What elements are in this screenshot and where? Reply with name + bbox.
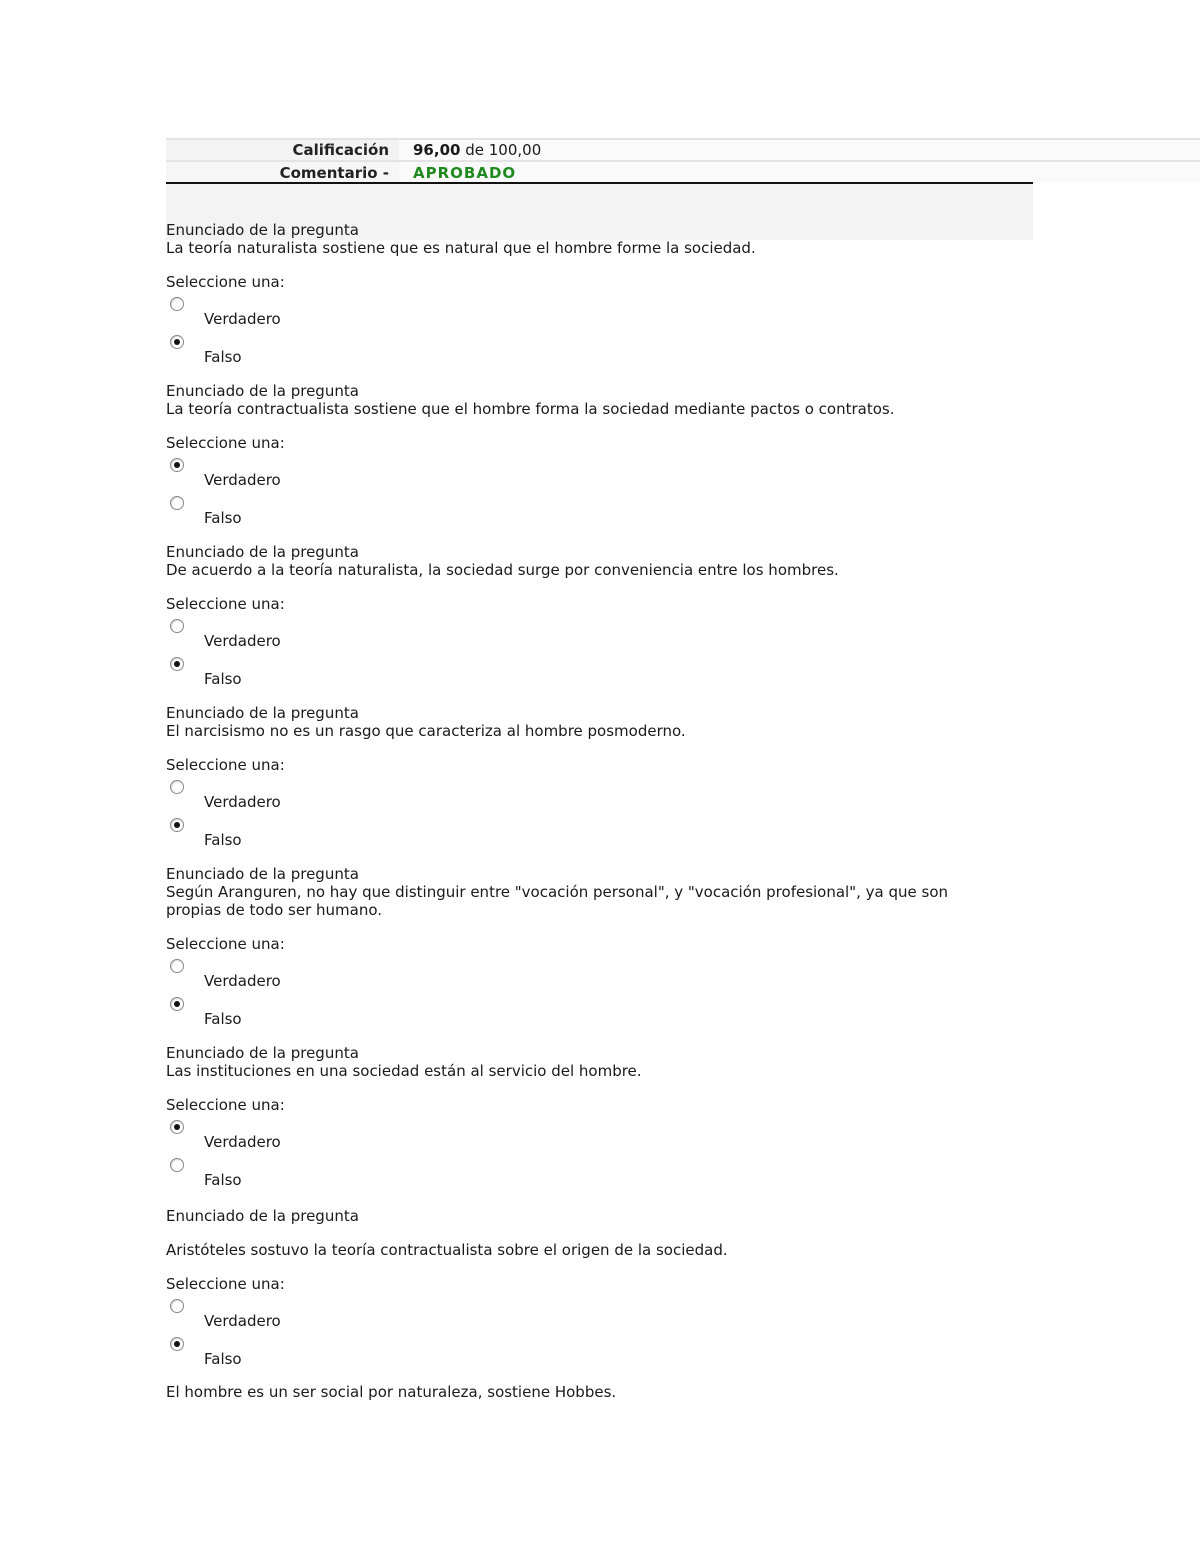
grade-row — [166, 139, 1200, 161]
option-true[interactable] — [166, 1114, 1006, 1152]
option-true[interactable] — [166, 291, 1006, 329]
option-false[interactable] — [166, 1152, 1006, 1190]
question-3 — [166, 543, 1006, 689]
question-1 — [166, 221, 1006, 367]
option-false[interactable] — [166, 812, 1006, 850]
option-label: Verdadero — [204, 793, 281, 811]
radio-button[interactable] — [170, 297, 184, 311]
radio-button-selected[interactable] — [170, 1337, 184, 1351]
comment-value: APROBADO — [413, 163, 517, 182]
option-false[interactable] — [166, 651, 1006, 689]
option-label: Falso — [204, 670, 242, 688]
question-label: Enunciado de la pregunta — [166, 543, 359, 561]
option-false[interactable] — [166, 329, 1006, 367]
comment-value-cell — [399, 161, 1200, 183]
option-true[interactable] — [166, 613, 1006, 651]
question-5 — [166, 865, 1006, 1029]
question-7 — [166, 1207, 1006, 1369]
option-true[interactable] — [166, 953, 1006, 991]
radio-button[interactable] — [170, 959, 184, 973]
option-label: Falso — [204, 1350, 242, 1368]
radio-button-selected[interactable] — [170, 335, 184, 349]
question-label: Enunciado de la pregunta — [166, 382, 359, 400]
question-text: Aristóteles sostuvo la teoría contractualista sobre el origen de la sociedad. — [166, 1241, 728, 1259]
question-label: Enunciado de la pregunta — [166, 221, 359, 239]
question-text: De acuerdo a la teoría naturalista, la sociedad surge por conveniencia entre los hombres. — [166, 561, 839, 579]
grade-max: de 100,00 — [465, 141, 542, 159]
option-false[interactable] — [166, 991, 1006, 1029]
radio-button-selected[interactable] — [170, 818, 184, 832]
select-prompt: Seleccione una: — [166, 1275, 285, 1293]
radio-button-selected[interactable] — [170, 458, 184, 472]
radio-button[interactable] — [170, 1299, 184, 1313]
option-true[interactable] — [166, 774, 1006, 812]
option-label: Falso — [204, 1171, 242, 1189]
option-false[interactable] — [166, 1331, 1006, 1369]
grade-label: Calificación — [292, 141, 389, 159]
select-prompt: Seleccione una: — [166, 935, 285, 953]
option-label: Verdadero — [204, 1133, 281, 1151]
option-true[interactable] — [166, 452, 1006, 490]
radio-button[interactable] — [170, 780, 184, 794]
option-label: Falso — [204, 1010, 242, 1028]
option-true[interactable] — [166, 1293, 1006, 1331]
radio-button[interactable] — [170, 619, 184, 633]
grade-value — [399, 139, 1200, 161]
comment-row — [166, 161, 1200, 183]
option-label: Verdadero — [204, 1312, 281, 1330]
select-prompt: Seleccione una: — [166, 434, 285, 452]
question-6 — [166, 1044, 1006, 1190]
option-label: Falso — [204, 509, 242, 527]
select-prompt: Seleccione una: — [166, 1096, 285, 1114]
comment-label: Comentario - — [279, 163, 389, 182]
option-label: Verdadero — [204, 632, 281, 650]
option-label: Verdadero — [204, 471, 281, 489]
question-label: Enunciado de la pregunta — [166, 1207, 359, 1225]
question-text: El narcisismo no es un rasgo que caracteriza al hombre posmoderno. — [166, 722, 686, 740]
question-2 — [166, 382, 1006, 528]
question-label: Enunciado de la pregunta — [166, 704, 359, 722]
radio-button-selected[interactable] — [170, 657, 184, 671]
radio-button[interactable] — [170, 496, 184, 510]
option-label: Falso — [204, 348, 242, 366]
option-false[interactable] — [166, 490, 1006, 528]
radio-button[interactable] — [170, 1158, 184, 1172]
select-prompt: Seleccione una: — [166, 273, 285, 291]
option-label: Verdadero — [204, 972, 281, 990]
question-text: La teoría contractualista sostiene que el hombre forma la sociedad mediante pactos o contratos. — [166, 400, 895, 418]
grade-score: 96,00 — [413, 141, 461, 159]
grade-summary-table — [166, 138, 1200, 183]
radio-button-selected[interactable] — [170, 997, 184, 1011]
question-text: Según Aranguren, no hay que distinguir entre "vocación personal", y "vocación profesional", ya que son propias de todo ser humano. — [166, 883, 949, 919]
select-prompt: Seleccione una: — [166, 756, 285, 774]
trailing-statement: El hombre es un ser social por naturaleza, sostiene Hobbes. — [166, 1383, 617, 1401]
question-text: Las instituciones en una sociedad están al servicio del hombre. — [166, 1062, 642, 1080]
option-label: Falso — [204, 831, 242, 849]
question-label: Enunciado de la pregunta — [166, 1044, 359, 1062]
radio-button-selected[interactable] — [170, 1120, 184, 1134]
option-label: Verdadero — [204, 310, 281, 328]
question-4 — [166, 704, 1006, 850]
question-text: La teoría naturalista sostiene que es natural que el hombre forme la sociedad. — [166, 239, 756, 257]
select-prompt: Seleccione una: — [166, 595, 285, 613]
question-label: Enunciado de la pregunta — [166, 865, 359, 883]
